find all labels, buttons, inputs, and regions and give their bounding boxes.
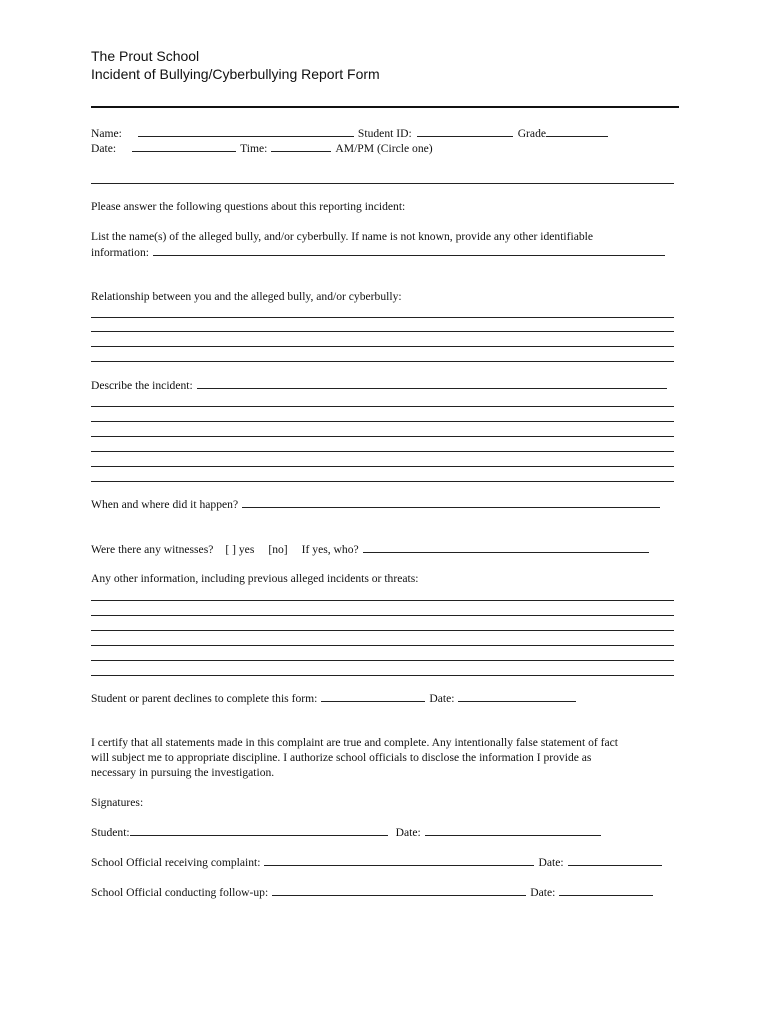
describe-line[interactable] [91,451,674,452]
describe-label: Describe the incident: [91,379,193,392]
official-receiving-label: School Official receiving complaint: [91,856,261,869]
name-label: Name: [91,127,122,140]
witnesses-row [91,542,649,557]
time-label: Time: [240,142,268,155]
student-id-label: Student ID: [357,127,412,140]
certification-line-1: I certify that all statements made in this complaint are true and complete. Any intentionally false statement of fact [91,736,619,749]
school-name: The Prout School [91,48,200,64]
certification-line-2: will subject me to appropriate discipline. I authorize school officials to disclose the information I provide as [91,751,592,764]
other-info-line[interactable] [91,630,674,631]
information-label: information: [91,246,149,259]
declines-date-field[interactable] [458,691,576,702]
date-row [91,141,433,156]
declines-row [91,691,576,706]
describe-line[interactable] [91,436,674,437]
witness-who-field[interactable] [363,542,649,553]
describe-line[interactable] [91,481,674,482]
intro-text: Please answer the following questions about this reporting incident: [91,200,406,213]
describe-row [91,378,667,393]
witness-yes-option[interactable]: [ ] yes [225,543,255,556]
official-followup-field[interactable] [272,885,526,896]
date-field[interactable] [132,141,236,152]
describe-line[interactable] [91,421,674,422]
when-where-row [91,497,660,512]
bully-names-row [91,245,665,260]
describe-line[interactable] [91,466,674,467]
student-signature-row [91,825,601,840]
time-field[interactable] [271,141,331,152]
student-signature-field[interactable] [130,825,388,836]
other-info-line[interactable] [91,615,674,616]
other-info-line[interactable] [91,660,674,661]
relationship-line[interactable] [91,331,674,332]
official-followup-date-label: Date: [530,886,556,899]
relationship-line[interactable] [91,346,674,347]
other-info-line[interactable] [91,645,674,646]
official-followup-label: School Official conducting follow-up: [91,886,269,899]
student-date-field[interactable] [425,825,601,836]
bully-names-question: List the name(s) of the alleged bully, and/or cyberbully. If name is not known, provide any other identifiable [91,230,594,243]
relationship-question: Relationship between you and the alleged bully, and/or cyberbully: [91,290,402,303]
when-where-field[interactable] [242,497,660,508]
ampm-label: AM/PM (Circle one) [335,142,433,155]
student-date-label: Date: [395,826,421,839]
describe-field[interactable] [197,378,667,389]
declines-field[interactable] [321,691,425,702]
describe-line[interactable] [91,406,674,407]
witness-no-option[interactable]: [no] [268,543,288,556]
certification-line-3: necessary in pursuing the investigation. [91,766,275,779]
official-receiving-field[interactable] [264,855,534,866]
student-id-field[interactable] [417,126,513,137]
grade-label: Grade [517,127,547,140]
relationship-line[interactable] [91,361,674,362]
name-row [91,126,608,141]
bully-names-field[interactable] [153,245,665,256]
declines-label: Student or parent declines to complete this form: [91,692,318,705]
official-receiving-date-label: Date: [538,856,564,869]
form-title: Incident of Bullying/Cyberbullying Report Form [91,66,380,82]
official-receiving-date-field[interactable] [568,855,662,866]
other-info-question: Any other information, including previous alleged incidents or threats: [91,572,419,585]
student-signature-label: Student: [91,826,130,839]
official-receiving-row [91,855,662,870]
relationship-line[interactable] [91,317,674,318]
witnesses-label: Were there any witnesses? [91,543,214,556]
witness-who-label: If yes, who? [301,543,359,556]
grade-field[interactable] [546,126,608,137]
date-label: Date: [91,142,117,155]
declines-date-label: Date: [429,692,455,705]
when-where-label: When and where did it happen? [91,498,239,511]
name-field[interactable] [138,126,354,137]
official-followup-row [91,885,653,900]
blank-line[interactable] [91,183,674,184]
header-divider [91,106,679,108]
official-followup-date-field[interactable] [559,885,653,896]
other-info-line[interactable] [91,600,674,601]
signatures-heading: Signatures: [91,796,144,809]
other-info-line[interactable] [91,675,674,676]
